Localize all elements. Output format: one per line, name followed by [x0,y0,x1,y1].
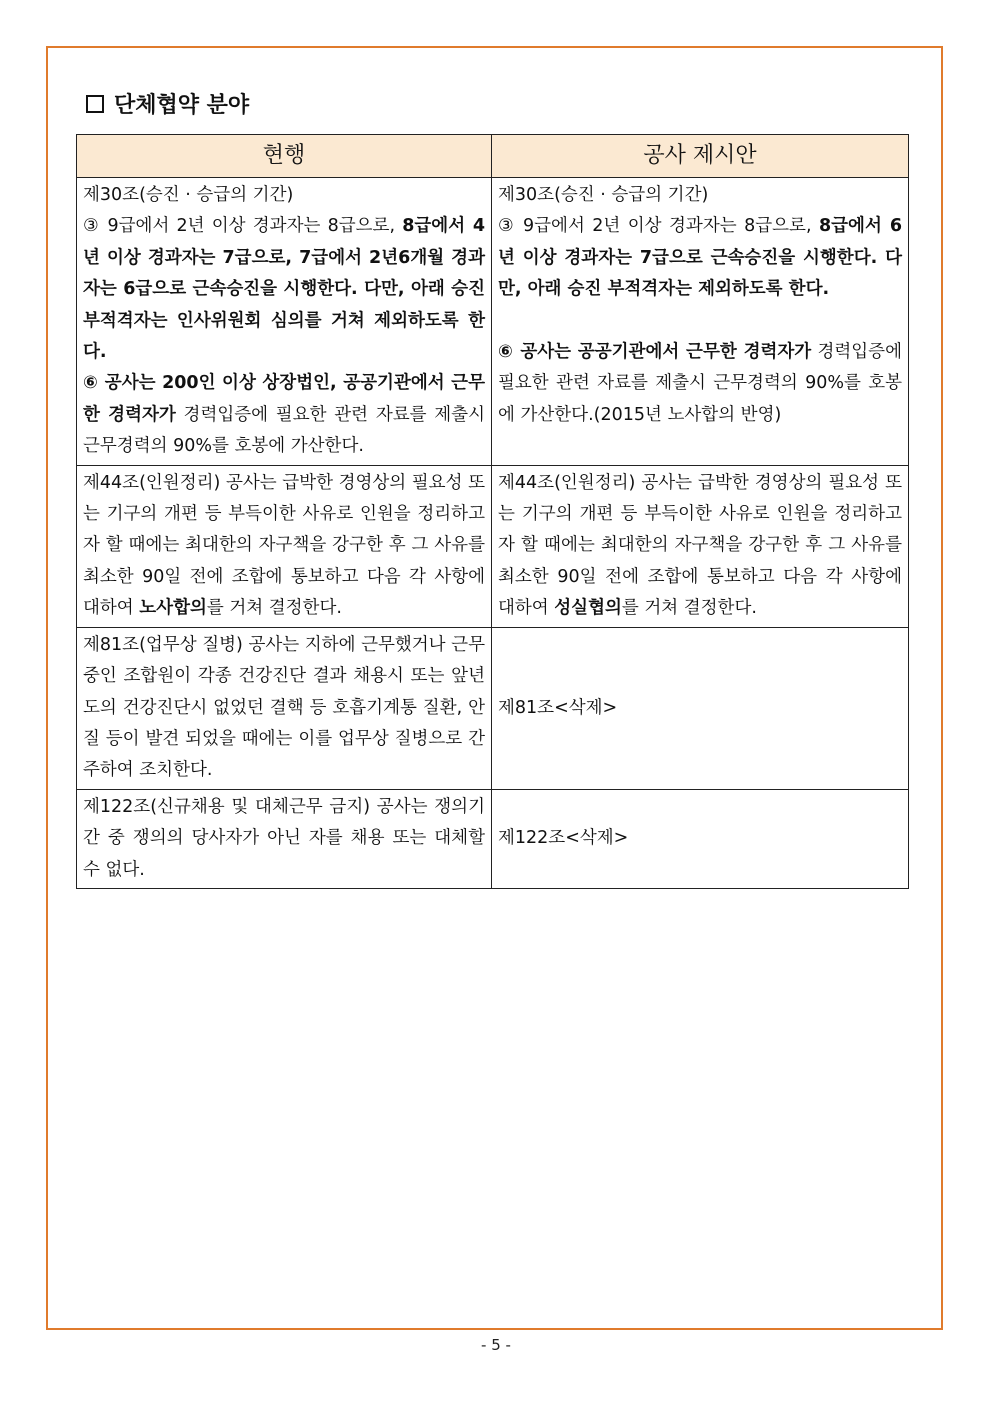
cell-current-art44 [77,465,492,627]
paragraph-bold: 8급에서 4년 이상 경과자는 7급으로, 7급에서 2년6개월 경과자는 6급으로 근속승진을 시행한다. 다만, 아래 승진 부적격자는 인사위원회 심의를 거쳐 제외하도록 한다. [83,216,485,363]
paragraph-bold: 노사합의 [139,598,207,619]
cell-proposal-art30 [492,178,909,466]
checkbox-icon [86,95,104,113]
cell-proposal-art81: 제81조<삭제> [492,627,909,789]
paragraph-bold: 성실협의 [554,598,622,619]
table-row [77,178,909,466]
blank-line [498,306,902,337]
cell-current-art81: 제81조(업무상 질병) 공사는 지하에 근무했거나 근무중인 조합원이 각종 건강진단 결과 채용시 또는 앞년도의 건강진단시 없었던 결핵 등 호흡기계통 질환, 안질 등이 발견 되었을 때에는 이를 업무상 질병으로 간주하여 조치한다. [77,627,492,789]
cell-current-art30 [77,178,492,466]
paragraph-bold: ⑥ 공사는 200인 이상 상장법인, 공공기관에서 근무한 경력자가 [83,373,485,425]
table-row [77,627,909,789]
paragraph-text: 제44조(인원정리) 공사는 급박한 경영상의 필요성 또는 기구의 개편 등 부득이한 사유로 인원을 정리하고자 할 때에는 최대한의 자구책을 강구한 후 그 사유를 최소한 90일 전에 조합에 통보하고 다음 각 사항에 대하여 [83,472,485,619]
section-title [86,88,249,119]
paragraph-text: ③ 9급에서 2년 이상 경과자는 8급으로, [83,216,403,237]
paragraph-text: 를 거쳐 결정한다. [206,598,342,619]
paragraph [83,211,485,368]
paragraph-bold: ⑥ 공사는 공공기관에서 근무한 경력자가 [498,342,812,363]
page-number: - 5 - [481,1336,511,1354]
cell-current-art122: 제122조(신규채용 및 대체근무 금지) 공사는 쟁의기간 중 쟁의의 당사자가 아닌 자를 채용 또는 대체할 수 없다. [77,789,492,888]
section-title-text: 단체협약 분야 [114,93,250,118]
paragraph-text: 를 거쳐 결정한다. [621,598,757,619]
paragraph-text: ③ 9급에서 2년 이상 경과자는 8급으로, [498,216,819,237]
table-row [77,465,909,627]
paragraph-text: 경력입증에 필요한 관련 자료를 제출시 근무경력의 90%를 호봉에 가산한다.(2015년 노사합의 반영) [498,342,902,425]
paragraph [498,211,902,305]
article-heading: 제30조(승진 · 승급의 기간) [498,185,709,205]
paragraph [83,368,485,462]
header-proposal: 공사 제시안 [492,135,909,178]
header-row [77,135,909,178]
header-current: 현행 [77,135,492,178]
paragraph-text: 제44조(인원정리) 공사는 급박한 경영상의 필요성 또는 기구의 개편 등 부득이한 사유로 인원을 정리하고자 할 때에는 최대한의 자구책을 강구한 후 그 사유를 최소한 90일 전에 조합에 통보하고 다음 각 사항에 대하여 [498,472,902,619]
article-heading: 제30조(승진 · 승급의 기간) [83,185,294,205]
table-row [77,789,909,888]
paragraph [498,337,902,431]
paragraph-text: 경력입증에 필요한 관련 자료를 제출시 근무경력의 90%를 호봉에 가산한다. [83,404,485,457]
cell-proposal-art122: 제122조<삭제> [492,789,909,888]
paragraph-bold: 8급에서 6년 이상 경과자는 7급으로 근속승진을 시행한다. 다만, 아래 승진 부적격자는 제외하도록 한다. [498,216,902,300]
cell-proposal-art44 [492,465,909,627]
comparison-table [76,134,909,889]
